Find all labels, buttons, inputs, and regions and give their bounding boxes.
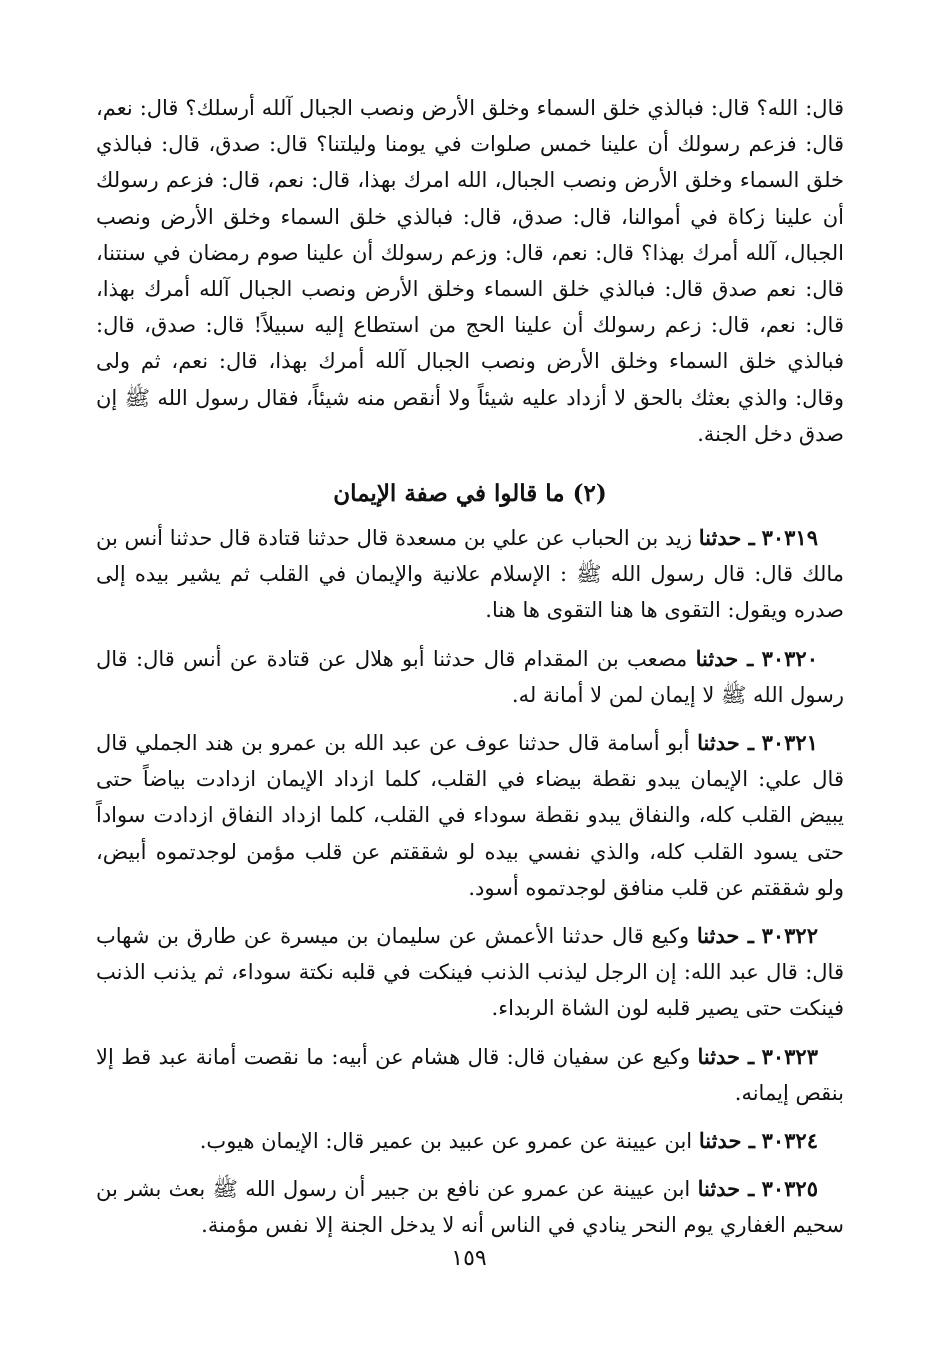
hadith-text: ابن عيينة عن عمرو عن نافع بن جبير أن رسول الله ﷺ بعث بشر بن سحيم الغفاري يوم النحر ينادي في الناس أنه لا يدخل الجنة إلا نفس مؤمنة.	[96, 1177, 844, 1238]
hadith-lead: ـ حدثنا	[697, 730, 755, 756]
intro-paragraph: قال: الله؟ قال: فبالذي خلق السماء وخلق الأرض ونصب الجبال آلله أرسلك؟ قال: نعم، قال: فزعم رسولك أن علينا خمس صلوات في يومنا وليلتنا؟ قال: صدق، قال: فبالذي خلق السماء وخلق الأرض ونصب الجبال، الله امرك بهذا، قال: نعم، قال: فزعم رسولك أن علينا زكاة في أموالنا، قال: صدق، قال: فبالذي خلق السماء وخلق الأرض ونصب الجبال، آلله أمرك بهذا؟ قال: نعم، قال: وزعم رسولك أن علينا صوم رمضان في سنتنا، قال: نعم صدق قال: فبالذي خلق السماء وخلق الأرض ونصب الجبال آلله أمرك بهذا، قال: نعم، قال: زعم رسولك أن علينا الحج من استطاع إليه سبيلاً! قال: صدق، قال: فبالذي خلق السماء وخلق الأرض ونصب الجبال آلله أمرك بهذا، قال: نعم، ثم ولى وقال: والذي بعثك بالحق لا أزداد عليه شيئاً ولا أنقص منه شيئاً، فقال رسول الله ﷺ إن صدق دخل الجنة.	[96, 96, 845, 446]
page-body	[96, 90, 844, 1256]
hadith-30322	[96, 918, 844, 1027]
hadith-text: أبو أسامة قال حدثنا عوف عن عبد الله بن عمرو بن هند الجملي قال قال علي: الإيمان يبدو نقطة بيضاء في القلب، كلما ازداد الإيمان ازدادت بياضاً حتى يبيض القلب كله، والنفاق يبدو نقطة سوداء في القلب، كلما ازداد النفاق ازدادت سواداً حتى يسود القلب كله، والذي نفسي بيده لو شققتم عن قلب مؤمن لوجدتموه أبيض، ولو شققتم عن قلب منافق لوجدتموه أسود.	[96, 731, 844, 900]
hadith-30323	[96, 1039, 844, 1111]
hadith-text: وكيع عن سفيان قال: قال هشام عن أبيه: ما نقصت أمانة عبد قط إلا بنقص إيمانه.	[96, 1044, 844, 1105]
hadith-30324	[96, 1123, 844, 1159]
hadith-30320	[96, 641, 844, 713]
hadith-30325	[96, 1171, 844, 1243]
hadith-number: ٣٠٣١٩	[761, 525, 818, 551]
hadith-lead: ـ حدثنا	[698, 525, 755, 551]
page-number: ١٥٩	[451, 1246, 487, 1271]
hadith-number: ٣٠٣٢١	[761, 730, 818, 756]
hadith-lead: ـ حدثنا	[697, 1043, 755, 1069]
hadith-number: ٣٠٣٢٥	[761, 1176, 818, 1202]
hadith-number: ٣٠٣٢٠	[761, 645, 818, 671]
hadith-30321	[96, 725, 844, 906]
hadith-number: ٣٠٣٢٤	[761, 1128, 818, 1154]
hadith-lead: ـ حدثنا	[695, 645, 754, 671]
hadith-text: زيد بن الحباب عن علي بن مسعدة قال حدثنا قتادة قال حدثنا أنس بن مالك قال: قال رسول الله ﷺ : الإسلام علانية والإيمان في القلب ثم يشير بيده إلى صدره ويقول: التقوى ها هنا التقوى ها هنا.	[96, 526, 844, 623]
hadith-lead: ـ حدثنا	[697, 1176, 755, 1202]
hadith-number: ٣٠٣٢٣	[761, 1043, 818, 1069]
hadith-30319	[96, 520, 844, 629]
hadith-text: ابن عيينة عن عمرو عن عبيد بن عمير قال: الإيمان هيوب.	[199, 1129, 693, 1154]
hadith-text: مصعب بن المقدام قال حدثنا أبو هلال عن قتادة عن أنس قال: قال رسول الله ﷺ لا إيمان لمن لا أمانة له.	[96, 646, 844, 707]
section-title: (٢) ما قالوا في صفة الإيمان	[333, 480, 607, 508]
hadith-lead: ـ حدثنا	[698, 1128, 755, 1154]
hadith-lead: ـ حدثنا	[696, 923, 754, 949]
hadith-text: وكيع قال حدثنا الأعمش عن سليمان بن ميسرة عن طارق بن شهاب قال: قال عبد الله: إن الرجل ليذنب الذنب فينكت في قلبه نكتة سوداء، ثم يذنب الذنب فينكت حتى يصير قلبه لون الشاة الربداء.	[96, 924, 844, 1021]
hadith-number: ٣٠٣٢٢	[761, 923, 818, 949]
